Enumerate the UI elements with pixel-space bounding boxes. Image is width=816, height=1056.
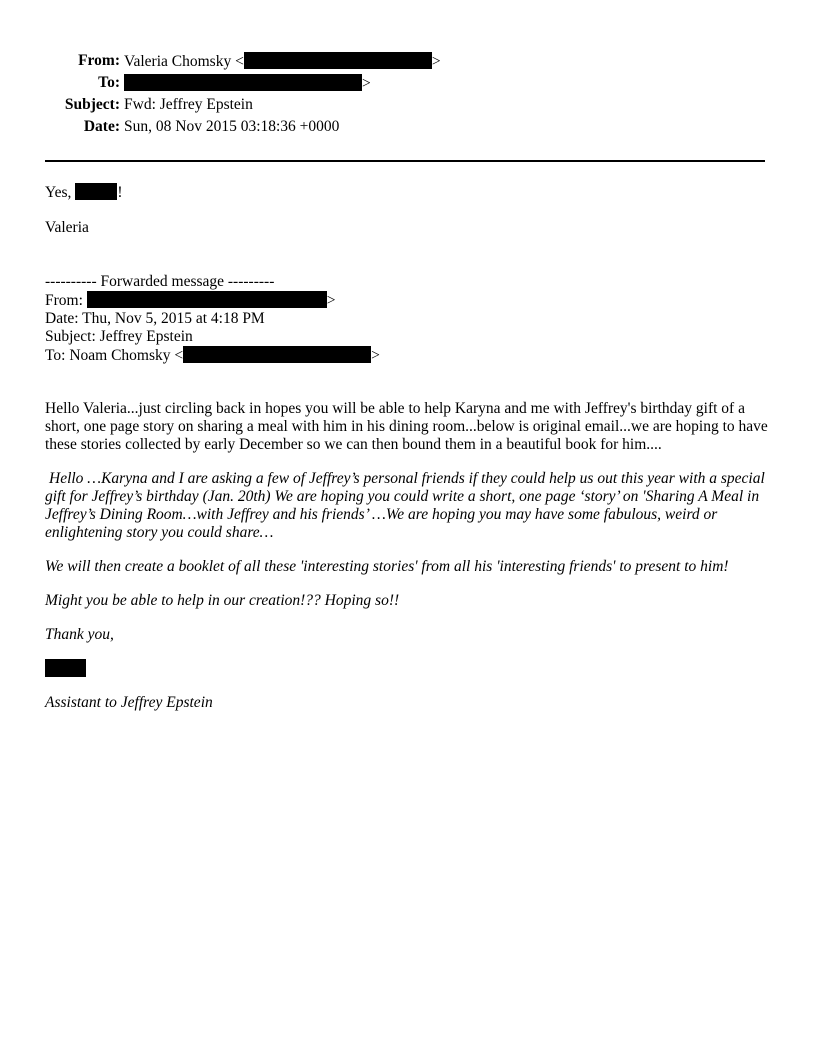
redaction-box [183,346,371,363]
sign-title: Assistant to Jeffrey Epstein [45,694,213,711]
body-intro: Hello Valeria...just circling back in hopes you will be able to help Karyna and me with Jeffrey's birthday gift of a short, one page story on sharing a meal with him in his dining room...below is original email...we are hoping to have these stories collected by early December so we can then bound them in a beautiful book for him.... [45,400,768,453]
thanks-line: Thank you, [45,626,114,643]
header-date-row [0,118,816,140]
forwarded-subject: Subject: Jeffrey Epstein [45,328,193,345]
forwarded-separator: ---------- Forwarded message --------- [45,273,275,290]
quote-paragraph-1: Hello …Karyna and I are asking a few of Jeffrey’s personal friends if they could help us out this year with a special gift for Jeffrey’s birthday (Jan. 20th) We are hoping you could write a short, one page ‘story’ on 'Sharing A Meal in Jeffrey’s Dining Room…with Jeffrey and his friends’ …We are hoping you may have some fabulous, weird or enlightening story you could share… [45,470,765,541]
to-value: > [124,74,371,93]
from-name: Valeria Chomsky < [124,53,244,70]
reply-greeting: Yes, ! [45,184,123,201]
header-subject-row [0,96,816,118]
email-header [0,52,816,140]
subject-value: Fwd: Jeffrey Epstein [124,96,253,113]
from-value: Valeria Chomsky < > [124,53,441,70]
header-to-row [0,74,816,96]
date-label: Date: [83,118,120,135]
forwarded-to: To: Noam Chomsky < > [45,347,380,364]
forwarded-from: From: > [45,292,336,309]
redaction-box [124,74,362,91]
redaction-box [45,659,86,677]
subject-label: Subject: [64,96,120,113]
redaction-box [75,183,117,200]
header-from-row [0,52,816,74]
from-label: From: [78,52,120,69]
redaction-box [87,291,327,308]
quote-paragraph-3: Might you be able to help in our creation!?? Hoping so!! [45,592,400,609]
to-label: To: [98,74,120,91]
date-value: Sun, 08 Nov 2015 03:18:36 +0000 [124,118,340,135]
forwarded-date: Date: Thu, Nov 5, 2015 at 4:18 PM [45,310,265,327]
reply-signature: Valeria [45,219,89,236]
forwarded-block [45,273,380,365]
quote-paragraph-2: We will then create a booklet of all these 'interesting stories' from all his 'interesting friends' to present to him! [45,558,729,575]
redaction-box [244,52,432,69]
header-divider [45,160,765,162]
